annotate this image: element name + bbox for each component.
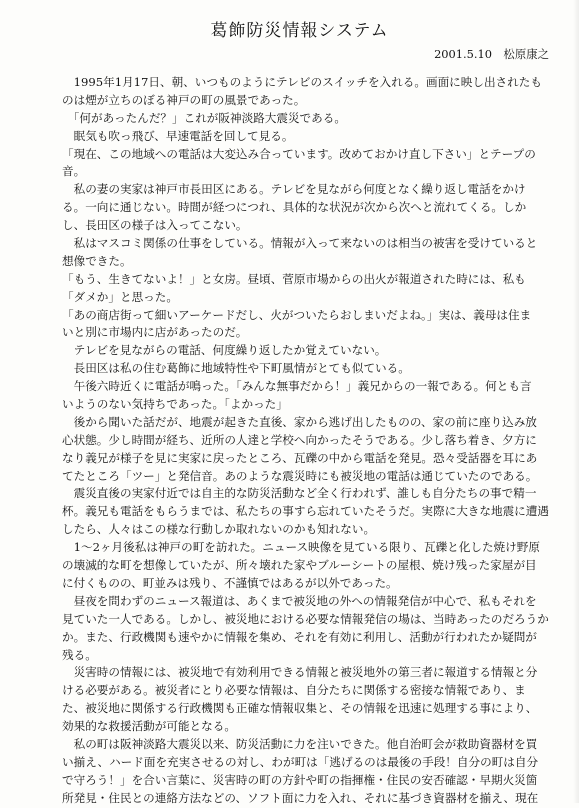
body-text-line: 想像できた。 (62, 253, 132, 268)
body-text-line: 私の妻の実家は神戸市長田区にある。テレビを見ながら何度となく繰り返し電話をかけ (62, 182, 526, 197)
body-text-line: 心状態。少し時間が経ち、近所の人達と学校へ向かったそうである。少し落ち着き、夕方に (62, 432, 537, 447)
body-text-line: し、長田区の様子は入ってこない。 (62, 218, 248, 233)
body-text-line: 午後六時近くに電話が鳴った。「みんな無事だから！」義兄からの一報である。何とも言 (62, 379, 532, 394)
document-body (62, 74, 558, 808)
body-text-line: 杯。義兄も電話をもらうまでは、私たちの事すら忘れていたそうだ。実際に大きな地震に遭遇 (62, 504, 549, 519)
body-text-line: テレビを見ながらの電話、何度繰り返したか覚えていない。 (62, 343, 387, 358)
body-text-line: 「もう、生きてないよ！」と女房。昼頃、菅原市場からの出火が報道された時には、私も (62, 271, 526, 286)
body-text-line: 震災直後の実家付近では自主的な防災活動など全く行われず、誰しも自分たちの事で精一 (62, 486, 537, 501)
body-text-line: か。また、行政機関も速やかに情報を集め、それを有効に利用し、活動が行われたか疑問が (62, 629, 537, 644)
body-text-line: 効果的な救援活動が可能となる。 (62, 719, 236, 734)
body-text-line: なり義兄が様子を見に実家に戻ったところ、瓦礫の中から電話を発見。恐々受話器を耳にあ (62, 450, 538, 465)
document-title: 葛飾防災情報システム (210, 21, 389, 41)
body-text-line: 「ダメか」と思った。 (62, 289, 178, 304)
body-text-line: る。一向に通じない。時間が経つにつれ、具体的な状況が次から次へと流れてくる。しか (62, 200, 527, 215)
scan-edge-shadow (573, 0, 579, 803)
body-text-line: い揃え、ハード面を充実させるの対し、わが町は「逃げるのは最後の手段！自分の町は自分 (62, 754, 539, 769)
body-text-line: のは煙が立ちのぼる神戸の町の風景であった。 (62, 92, 306, 107)
date-author: 2001.5.10 松原康之 (434, 47, 549, 61)
body-text-line: ける必要がある。被災者にとり必要な情報は、自分たちに関係する密接な情報であり、ま (62, 683, 526, 698)
body-text-line: 「あの商店街って細いアーケードだし、火がついたらおしまいだよね。」実は、義母は住ま (62, 307, 532, 322)
body-text-line: 「何があったんだ？」これが阪神淡路大震災である。 (62, 110, 346, 125)
body-text-line: てたところ「ツー」と発信音。あのような震災時にも被災地の電話は通じていたのである。 (62, 468, 538, 483)
body-text-line: 残る。 (62, 647, 97, 662)
body-text-line: いと別に市場内に店があったのだ。 (62, 325, 248, 340)
body-text-line: 災害時の情報には、被災地で有効利用できる情報と被災地外の第三者に報道する情報と分 (62, 665, 538, 680)
body-text-line: 1995年1月17日、朝、いつものようにテレビのスイッチを入れる。画面に映し出されたも (62, 75, 542, 89)
body-text-line: したら、人々はこの様な行動しか取れないのかも知れない。 (62, 522, 376, 537)
body-text-line: で守ろう！」を合い言葉に、災害時の町の方針や町の指揮権・住民の安否確認・早期火災箇 (62, 772, 538, 787)
body-text-line: 見ていた一人である。しかし、被災地における必要な情報発信の場は、当時あったのだろうか (62, 611, 549, 626)
body-text-line: 私はマスコミ関係の仕事をしている。情報が入って来ないのは相当の被害を受けていると (62, 236, 538, 251)
body-text-line: 眠気も吹っ飛び、早速電話を回して見る。 (62, 128, 294, 143)
body-text-line: 私の町は阪神淡路大震災以来、防災活動に力を注いできた。他自治町会が救助資器材を買 (62, 736, 538, 751)
body-text-line: に付くものの、町並みは残り、不謹慎ではあるが以外であった。 (62, 575, 398, 590)
body-text-line: 後から聞いた話だが、地震が起きた直後、家から逃げ出したものの、家の前に座り込み放 (62, 414, 537, 429)
body-text-line: た、被災地に関係する行政機関も正確な情報収集と、その情報を迅速に処理する事により、 (62, 701, 538, 716)
body-text-line: の壊滅的な町を想像していたが、所々壊れた家やブルーシートの屋根、焼け残った家屋が目 (62, 558, 537, 573)
body-text-line: 1～2ヶ月後私は神戸の町を訪れた。ニュース映像を見ている限り、瓦礫と化した焼け野原 (62, 540, 540, 555)
body-text-line: いようのない気持ちであった。「よかった」 (62, 397, 288, 412)
body-text-line: 音。 (62, 164, 86, 179)
body-text-line: 「現在、この地域への電話は大変込み合っています。改めておかけ直し下さい」とテープの (62, 146, 536, 161)
body-text-line: 昼夜を問わずのニュース報道は、あくまで被災地の外への情報発信が中心で、私もそれを (62, 593, 537, 608)
body-text-line: 長田区は私の住む葛飾に地域特性や下町風情がとても似ている。 (62, 361, 410, 376)
body-text-line: 所発見・住民との連絡方法などの、ソフト面に力を入れ、それに基づき資器材を揃え、現在 (62, 790, 539, 805)
